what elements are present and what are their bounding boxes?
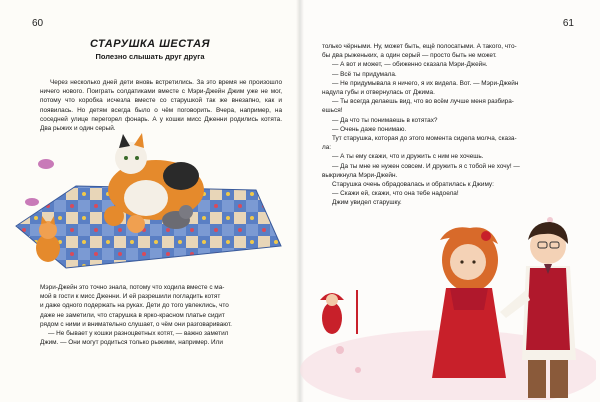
dialogue-line: Тут старушка, которая до этого момента сидела молча, сказа- (332, 135, 517, 143)
paragraph-2-line: и даже одного подержать на руках. Дети до того увлеклись, что (40, 302, 229, 310)
dialogue-line: — Да что ты понимаешь в котятах? (332, 116, 438, 124)
dialogue-line: — Скажи ей, скажи, что она тебе надоела! (332, 190, 459, 198)
dialogue-line: — Очень даже понимаю. (332, 125, 407, 133)
dialogue-text (322, 42, 570, 208)
dialogue-line: — А ты ему скажи, что и дружить с ним не хочешь. (332, 153, 484, 161)
dialogue-line: — Ты всегда делаешь вид, что во всём лучше меня разбира- (332, 98, 514, 106)
dialogue-line: — Всё ты придумала. (332, 70, 397, 78)
paragraph-2-line: — Не бывает у кошки разноцветных котят, — важно заметил (48, 330, 229, 338)
dialogue-line: выкрикнула Мэри-Джейн. (322, 171, 398, 179)
dialogue-line: — Не придумывала я ничего, я их видела. Вот. — Мэри-Джейн (332, 79, 519, 87)
children-arguing-illustration (300, 200, 596, 400)
chapter-title: СТАРУШКА ШЕСТАЯ (89, 38, 211, 50)
dialogue-line: — Да ты мне не нужен совсем. И дружить я с тобой не хочу! — (332, 162, 520, 170)
dialogue-line: — А вот и может, — обиженно сказала Мэри-Джейн. (332, 61, 488, 69)
dialogue-line: бы два рыженьких, а один серый — просто быть не может. (322, 52, 497, 60)
dialogue-line: надула губы и отвернулась от Джима. (322, 89, 435, 97)
paragraph-1: Через несколько дней дети вновь встретились. За это время не произошло ничего нового. Поиграть солдатиками вместе с Мэри-Джейн Джим уже не мог, потому что коробка исчезла вместе со старушкой так же внезапно, как и появилась. Но детям всегда было о чём поговорить. Вчера, например, на соседней улице перегорел фонарь. А у кошки мисс Дженни родились котята. Два рыжих и один серый. (40, 79, 282, 133)
paragraph-2-line: даже не заметили, что старушка в ярко-красном платье сидит (40, 311, 225, 319)
dialogue-line: ла: (322, 144, 332, 152)
chapter-subtitle: Полезно слышать друг друга (95, 52, 205, 61)
dialogue-line: Старушка очень обрадовалась и обратилась к Джиму: (332, 181, 494, 189)
cats-on-blanket-illustration (6, 128, 286, 274)
paragraph-2-line: мой в гости к мисс Дженни. И ей разрешили погладить котят (40, 293, 221, 301)
dialogue-line: ешься! (322, 107, 343, 115)
paragraph-2 (40, 283, 282, 347)
paragraph-2-line: Джим. — Они могут родиться только рыжими, например. Или (40, 339, 223, 347)
paragraph-2-line: Мэри-Джейн это точно знала, потому что ходила вместе с ма- (40, 284, 225, 291)
dialogue-line: Джим увидел старушку. (332, 199, 402, 207)
paragraph-2-line: рядом с ними и внимательно слушает, о чём они разговаривают. (40, 320, 232, 328)
page-number-left: 60 (32, 18, 44, 29)
page-number-right: 61 (562, 18, 574, 29)
dialogue-line: только чёрными. Ну, может быть, ещё полосатыми. А такого, что- (322, 43, 517, 50)
